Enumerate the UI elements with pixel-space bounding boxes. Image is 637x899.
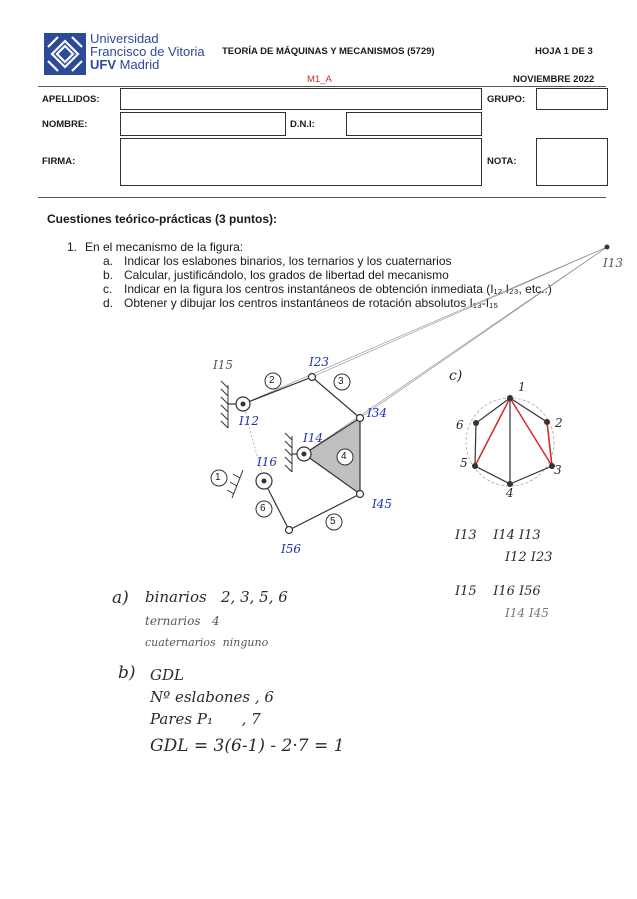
university-name-line3: UFV Madrid xyxy=(90,57,160,72)
name-label: NOMBRE: xyxy=(42,119,88,130)
exam-date: NOVIEMBRE 2022 xyxy=(513,74,595,85)
signature-label: FIRMA: xyxy=(42,156,76,167)
item-letter: a. xyxy=(103,254,114,268)
item-letter: d. xyxy=(103,296,114,310)
item-text: Indicar en la figura los centros instantáneos de obtención inmediata (I₁₂ I₂₃, etc..) xyxy=(124,282,552,296)
grade-label: NOTA: xyxy=(487,156,517,167)
item-letter: b. xyxy=(103,268,114,282)
section-title: Cuestiones teórico-prácticas (3 puntos): xyxy=(47,212,278,226)
answer-b-formula: GDL = 3(6-1) - 2·7 = 1 xyxy=(150,736,345,756)
group-label: GRUPO: xyxy=(487,94,525,105)
ic-label: I56 xyxy=(281,542,302,556)
link-number: 5 xyxy=(330,516,336,527)
ic-label: I15 xyxy=(213,358,234,372)
ic-relation: I13 I14 I13 xyxy=(455,528,541,543)
ic-label: I34 xyxy=(367,406,388,420)
item-letter: c. xyxy=(103,282,113,296)
polygon-node: 1 xyxy=(518,380,526,394)
answer-a-ternarios: ternarios 4 xyxy=(145,614,220,628)
ic-label: I16 xyxy=(257,455,278,469)
polygon-part-label: c) xyxy=(449,368,463,384)
answer-b-pairs: Pares P₁ , 7 xyxy=(150,710,261,728)
link-number: 6 xyxy=(260,503,266,514)
university-name-line2: Francisco de Vitoria xyxy=(90,44,205,59)
ic-label: I14 xyxy=(303,431,324,445)
ic-label: I45 xyxy=(372,497,393,511)
polygon-node: 5 xyxy=(460,456,468,470)
polygon-node: 3 xyxy=(554,463,562,477)
sheet-number: HOJA 1 DE 3 xyxy=(535,46,593,57)
answer-a-cuaternarios: cuaternarios ninguno xyxy=(145,636,269,649)
link-number: 2 xyxy=(269,375,275,386)
exam-model: M1_A xyxy=(307,74,332,85)
ic-label: I13 xyxy=(603,256,624,270)
link-number: 4 xyxy=(341,451,347,462)
polygon-node: 4 xyxy=(506,486,514,500)
link-number: 3 xyxy=(338,376,344,387)
polygon-node: 2 xyxy=(555,416,563,430)
ic-label: I12 xyxy=(239,414,260,428)
answer-a-binarios: binarios 2, 3, 5, 6 xyxy=(145,588,288,606)
course-title: TEORÍA DE MÁQUINAS Y MECANISMOS (5729) xyxy=(222,46,435,57)
university-name-line1: Universidad xyxy=(90,31,159,46)
answer-b-gdl: GDL xyxy=(150,666,184,684)
ic-relation: I15 I16 I56 xyxy=(455,584,541,599)
ic-relation: I12 I23 xyxy=(505,550,553,565)
ic-relation: I14 I45 xyxy=(505,606,549,620)
dni-label: D.N.I: xyxy=(290,119,315,130)
surname-label: APELLIDOS: xyxy=(42,94,100,105)
item-text: Indicar los eslabones binarios, los ternarios y los cuaternarios xyxy=(124,254,452,268)
answer-b-label: b) xyxy=(118,663,136,683)
answer-b-links: Nº eslabones , 6 xyxy=(150,688,274,706)
item-text: Calcular, justificándolo, los grados de libertad del mecanismo xyxy=(124,268,449,282)
question-text: En el mecanismo de la figura: xyxy=(85,240,244,254)
question-number: 1. xyxy=(67,240,78,254)
link-number: 1 xyxy=(215,472,221,483)
answer-a-label: a) xyxy=(112,588,129,608)
ic-label: I23 xyxy=(309,355,330,369)
item-text: Obtener y dibujar los centros instantáneos de rotación absolutos I₁₃-I₁₅ xyxy=(124,296,499,310)
polygon-node: 6 xyxy=(456,418,464,432)
